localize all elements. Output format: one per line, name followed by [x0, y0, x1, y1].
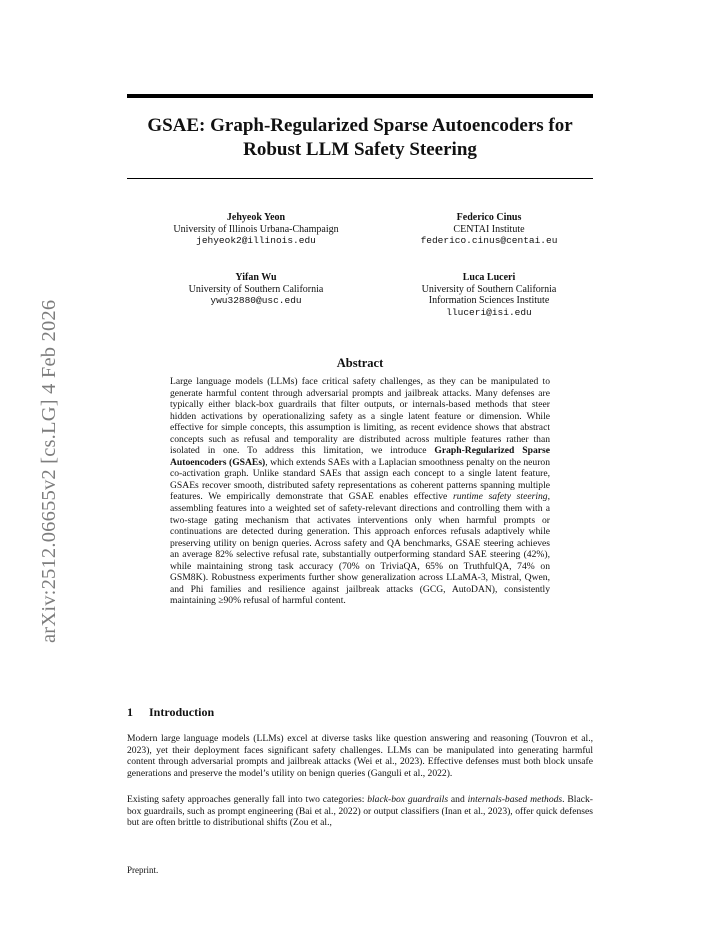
author-affiliation: University of Southern California — [421, 283, 557, 295]
author-affiliation: CENTAI Institute — [453, 223, 525, 235]
arxiv-stamp: arXiv:2512.06655v2 [cs.LG] 4 Feb 2026 — [38, 299, 60, 643]
section-number: 1 — [127, 705, 133, 719]
author-email[interactable]: ywu32880@usc.edu — [210, 295, 302, 306]
author-name: Jehyeok Yeon — [226, 212, 286, 223]
author-email[interactable]: lluceri@isi.edu — [446, 306, 532, 318]
paper-title — [127, 114, 593, 162]
author-affiliation: University of Southern California — [188, 283, 324, 295]
paragraph-emphasis: internals-based methods — [467, 794, 563, 805]
abstract-heading: Abstract — [336, 356, 384, 370]
title-bottom-rule — [127, 178, 593, 179]
author-block — [374, 212, 604, 247]
intro-paragraph-2 — [127, 794, 593, 829]
title-top-rule — [127, 94, 593, 98]
author-name: Yifan Wu — [235, 272, 277, 283]
abstract-text: Large language models (LLMs) face critical safety challenges, as they can be manipulated to generate harmful content through adversarial prompts and jailbreak attacks. Many defenses are typically either black-box guardrails that filter outputs, or internals-based methods that steer hidden activations by operationalizing safety as a single latent feature or dimension. While effective for simple concepts, this assumption is limiting, as recent evidence shows that abstract concepts such as refusal and temporality are distributed across multiple features rather than isolated in one. To address this limitation, we introduce — [170, 376, 550, 457]
author-affiliation: Information Sciences Institute — [428, 295, 550, 306]
author-name: Federico Cinus — [456, 212, 522, 223]
abstract-emphasis: runtime safety steering — [453, 491, 548, 503]
section-title: Introduction — [149, 705, 215, 719]
author-email[interactable]: federico.cinus@centai.eu — [420, 235, 558, 246]
abstract-text: , assembling features into a weighted set of safety-relevant directions and controlling them with a two-stage gating mechanism that activates interventions only when harmful prompts or continuations are detected during generation. This approach enforces refusals adaptively while preserving utility on benign queries. Across safety and QA benchmarks, GSAE steering achieves an average 82% selective refusal rate, substantially outperforming standard SAE steering (42%), while maintaining strong task accuracy (70% on TriviaQA, 65% on TruthfulQA, 74% on GSM8K). Robustness experiments further show generalization across LLaMA-3, Mistral, Qwen, and Phi families and resilience against jailbreak attacks (GCG, AutoDAN), consistently maintaining ≥90% refusal of harmful content. — [170, 491, 550, 607]
author-block — [141, 212, 371, 247]
paragraph-text: and — [448, 794, 468, 805]
author-email[interactable]: jehyeok2@illinois.edu — [196, 235, 316, 246]
author-block — [141, 272, 371, 307]
author-block — [374, 272, 604, 318]
abstract-text: , which extends SAEs with a Laplacian smoothness penalty on the neuron co-activation graph. Unlike standard SAEs that assign each concept to a single latent feature, GSAEs recover smooth, distributed safety representations as coherent patterns spanning multiple features. We empirically demonstrate that GSAE enables effective — [170, 456, 550, 503]
title-line-2: Robust LLM Safety Steering — [243, 139, 477, 160]
paragraph-text: . Black-box guardrails, such as prompt engineering (Bai et al., 2022) or output classifiers (Inan et al., 2023), offer quick defenses but are often brittle to distributional shifts (Zou et al., — [127, 794, 593, 828]
intro-paragraph-1: Modern large language models (LLMs) excel at diverse tasks like question answering and reasoning (Touvron et al., 2023), yet their deployment faces significant safety challenges. LLMs can be manipulated into generating harmful content through adversarial prompts and jailbreak attacks (Wei et al., 2023). Effective defenses must both block unsafe generations and preserve the model’s utility on benign queries (Ganguli et al., 2022). — [127, 733, 593, 779]
title-line-1: GSAE: Graph-Regularized Sparse Autoencoders for — [147, 115, 573, 136]
author-affiliation: University of Illinois Urbana-Champaign — [173, 223, 339, 235]
paragraph-text: Existing safety approaches generally fall into two categories: — [127, 794, 368, 805]
abstract-body — [170, 376, 550, 607]
footer-note: Preprint. — [127, 865, 159, 875]
paragraph-emphasis: black-box guardrails — [367, 794, 449, 805]
author-name: Luca Luceri — [462, 272, 516, 283]
abstract-method-name: Graph-Regularized Sparse Autoencoders (GSAEs) — [170, 445, 550, 468]
section-heading — [127, 705, 214, 720]
